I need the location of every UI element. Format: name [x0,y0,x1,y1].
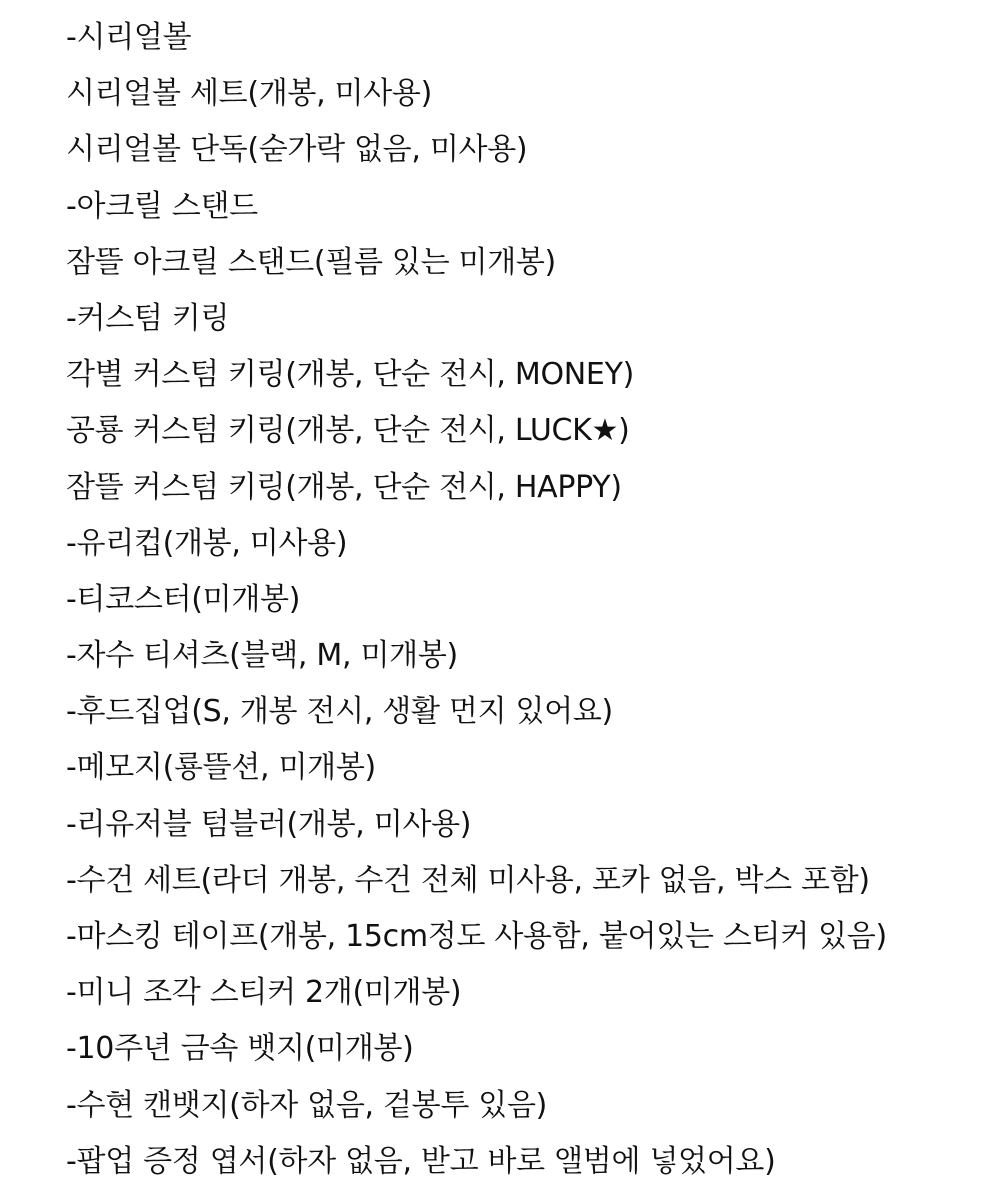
list-item-metal-badge: -10주년 금속 뱃지(미개봉) [66,1031,414,1067]
list-item-keyring-happy: 잠뜰 커스텀 키링(개봉, 단순 전시, HAPPY) [66,469,622,505]
list-item-header-acrylic-stand: -아크릴 스탠드 [66,188,258,224]
list-item-mini-sticker: -미니 조각 스티커 2개(미개봉) [66,975,462,1011]
list-item-header-cereal-bowl: -시리얼볼 [66,20,192,55]
list-item-reusable-tumbler: -리유저블 텀블러(개봉, 미사용) [66,806,472,842]
list-item-postcard: -팝업 증정 엽서(하자 없음, 받고 바로 앨범에 넣었어요) [66,1143,776,1179]
list-item-glass-cup: -유리컵(개봉, 미사용) [66,525,348,561]
list-item-memo-pad: -메모지(룡뜰션, 미개봉) [66,750,376,786]
list-item-tea-coaster: -티코스터(미개봉) [66,581,301,617]
list-item-keyring-money: 각별 커스텀 키링(개봉, 단순 전시, MONEY) [66,357,635,393]
list-item-embroidered-tshirt: -자수 티셔츠(블랙, M, 미개봉) [66,638,458,674]
item-list [66,10,996,1190]
list-item-header-custom-keyring: -커스텀 키링 [66,300,230,336]
list-item-can-badge: -수현 캔뱃지(하자 없음, 겉봉투 있음) [66,1087,548,1123]
list-item-cereal-bowl-set: 시리얼볼 세트(개봉, 미사용) [66,76,432,112]
list-item-keyring-luck: 공룡 커스텀 키링(개봉, 단순 전시, LUCK★) [66,413,630,449]
list-item-hood-zipup: -후드집업(S, 개봉 전시, 생활 먼지 있어요) [66,694,613,730]
list-item-masking-tape: -마스킹 테이프(개봉, 15cm정도 사용함, 붙어있는 스티커 있음) [66,919,887,954]
list-item-towel-set: -수건 세트(라더 개봉, 수건 전체 미사용, 포카 없음, 박스 포함) [66,862,870,898]
list-item-cereal-bowl-single: 시리얼볼 단독(숟가락 없음, 미사용) [66,132,528,168]
list-item-acrylic-stand: 잠뜰 아크릴 스탠드(필름 있는 미개봉) [66,244,556,280]
